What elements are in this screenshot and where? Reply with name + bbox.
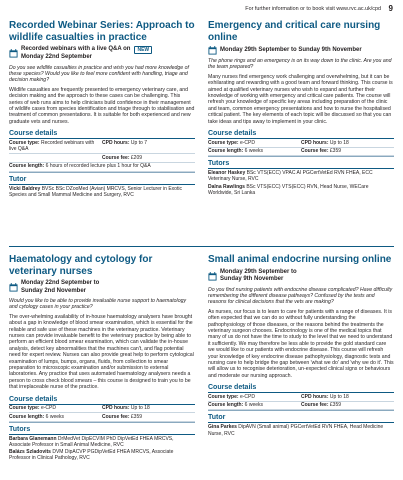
- new-badge: NEW: [134, 46, 152, 54]
- course-details-heading: Course details: [208, 384, 394, 393]
- tutor-entry: Vicki Baldrey BVSc BSc DZooMed (Avian) MRCVS, Senior Lecturer in Exotic Species and Small Mammal Medicine and Surgery, RVC: [9, 185, 182, 198]
- section-body: Wildlife casualties are frequently presented to emergency veterinary care, and decision making and the approach to these cases can be challenging. This series of web runs aims to help clinicians build confidence in their management of wildlife cases from species identification and triage through to stabilisation and treatment of common presentations. It is suitable for both experienced and new graduate vets and nurses.: [9, 86, 195, 125]
- date-row: [9, 280, 195, 295]
- tutor-entry: Dalna Rawlings BSc VTS(ECC) VTS(ECC) RVN, Head Nurse, WECare Worldwide, Sri Lanka: [208, 183, 369, 196]
- course-details-heading: Course details: [9, 396, 195, 405]
- detail-course-length: Course length: 6 weeks: [208, 402, 301, 411]
- booking-info: For further information or to book visit www.rvc.ac.uk/cpd: [245, 6, 381, 12]
- detail-cpd-hours: CPD hours: Up to 18: [301, 393, 394, 402]
- section-title: Small animal endocrine nursing online: [208, 254, 392, 265]
- course-details: [9, 405, 195, 423]
- section-body: Many nurses find emergency work challenging and overwhelming, but it can be exhilarating and rewarding with a good team and forward thinking. This course is aimed at qualified veterinary nurses who wish to expand and further their knowledge of working with emergency and critical care patients. The course will refresh your knowledge of specific key areas including preparation of the clinic and team, common emergency presentations and how to nurse the hospitalised critical patient. The key elements of each topic will be discussed so that you can take ideas and tips away to implement in your clinic.: [208, 73, 393, 125]
- course-details: [208, 393, 394, 411]
- tutor-entry: Barbara Glanemann DrMedVet DipECVIM PhD DipVetEd FHEA MRCVS, Associate Professor in Small Animal Medicine, RVC: [9, 435, 174, 449]
- detail-cpd-hours: CPD hours: Up to 18: [301, 139, 394, 148]
- detail-spacer: [9, 154, 102, 163]
- detail-course-length: Course length: 6 weeks: [9, 413, 102, 422]
- section-title: Recorded Webinar Series: Approach to wildlife casualties in practice: [9, 20, 195, 43]
- course-details-heading: Course details: [9, 130, 195, 139]
- section-intro: Would you like to be able to provide invaluable nurse support to haematology and cytology cases in your practice?: [9, 298, 187, 311]
- date-line-2: Sunday 9th November: [220, 276, 284, 282]
- detail-cpd-hours: CPD hours: Up to 18: [102, 405, 195, 414]
- calendar-icon: [208, 272, 217, 281]
- section-body: The over-whelming availability of in-house haematology analysers have brought about a gap in knowledge of blood smear examination, which is essential for the reliable and safe use of these machines in the veterinary practice. Veterinary nurses can provide invaluable benefit to the veterinary practice by being able to perform an efficient blood smear examination, which can validate the in-house analysis, detect key abnormalities that the machines can't, and flag potential need for expert review. Nurses can also provide great help to perform cytological examination of lumps, bumps, organs, fluids, from collection to smear preparation to microscopic examination and/or submission to external laboratories. Any practice that uses automated haematology analysers needs a person to cross check blood smears – this course is designed to train you to be that irreplaceable nurse of the practice.: [9, 313, 194, 391]
- section-intro: The phone rings and an emergency is on its way down to the clinic. Are you and the team prepared?: [208, 58, 392, 71]
- section-haematology: [9, 254, 195, 462]
- section-wildlife: [9, 20, 195, 198]
- section-divider: [9, 246, 394, 247]
- detail-course-fee: Course fee: £359: [301, 148, 394, 157]
- course-details-heading: Course details: [208, 130, 394, 139]
- date-line-2: Monday 22nd September: [21, 54, 93, 60]
- date-line-1: Recorded webinars with a live Q&A on: [21, 46, 131, 53]
- detail-course-type: Course type: e-CPD: [9, 405, 102, 414]
- tutor-heading: Tutor: [208, 414, 394, 423]
- section-endocrine: [208, 254, 394, 437]
- detail-course-type: Course type: Recorded webinars with live Q&A: [9, 139, 102, 154]
- detail-course-fee: Course fee: £359: [301, 402, 394, 411]
- tutor-entry: Eleanor Haskey BSc VTS(ECC) VPAC AI PGCertVetEd RVN FHEA, ECC Veterinary Nurse, RVC: [208, 170, 373, 183]
- detail-course-length: Course length: 6 hours of recorded lecture plus 1 hour for Q&A: [9, 163, 195, 172]
- tutor-heading: Tutor: [9, 176, 195, 185]
- date-line-1: Monday 29th September to: [220, 268, 297, 275]
- detail-course-type: Course type: e-CPD: [208, 393, 301, 402]
- date-row: [208, 269, 394, 284]
- tutor-heading: Tutors: [208, 160, 394, 169]
- date-row: [9, 46, 195, 62]
- page-header: [0, 5, 403, 15]
- detail-course-fee: Course fee: £209: [102, 154, 195, 163]
- section-title: Emergency and critical care nursing online: [208, 20, 381, 43]
- detail-course-fee: Course fee: £359: [102, 413, 195, 422]
- calendar-icon: [208, 46, 217, 55]
- tutor-heading: Tutors: [9, 426, 195, 435]
- tutor-entry: Gina Parkes DipAVN (Small animal) PGCertVetEd RVN FHEA, Head Medicine Nurse, RVC: [208, 424, 384, 437]
- course-details: [9, 139, 195, 172]
- detail-course-length: Course length: 6 weeks: [208, 148, 301, 157]
- detail-cpd-hours: CPD hours: Up to 7: [102, 139, 195, 154]
- date-line-1: Monday 22nd September to: [21, 280, 100, 286]
- detail-course-type: Course type: e-CPD: [208, 139, 301, 148]
- section-title: Haematology and cytology for veterinary nurses: [9, 254, 153, 277]
- page-number: 9: [388, 4, 393, 13]
- date-row: [208, 46, 394, 55]
- course-details: [208, 139, 394, 157]
- section-intro: Do you see wildlife casualties in practice and wish you had more knowledge of these species? Would you like to feel more confident with handling, triage and decision making?: [9, 64, 189, 84]
- section-intro: Do you find nursing patients with endocrine disease complicated? Have difficulty remembering the different disease pathways? Confused by the tests and reasons for clinical decisions that the vets are making?: [208, 286, 393, 306]
- date-line-2: Sunday 2nd November: [21, 287, 87, 294]
- calendar-icon: [9, 49, 18, 58]
- section-body: As nurses, our focus is to learn to care for patients with a range of diseases. It is often expected that we can do so without fully understanding the pathophysiology of those diseases, or the reasons behind the treatments the veterinary surgeon chooses. Endocrinology is one of the medical topics that many of us do not have the time to study to the level that we need to understand it sufficiently. We may therefore be less able to provide the gold standard care we would like to our patients with endocrine disease. This course will refresh your knowledge of key endocrine disease pathophysiology, diagnostic tests and nursing care to help bridge the gap between 'what we do' and 'why we do it'. This will allow us to recognise deterioration, un-expected clinical signs or behaviours and moderate our nursing approach.: [208, 308, 394, 379]
- tutor-entry: Balázs Szladovits DVM DipACVP PGDipVetEd FHEA MRCVS, Associate Professor in Clinical Pathology, RVC: [9, 449, 174, 462]
- section-emergency: [208, 20, 394, 196]
- date-line-1: Monday 29th September to Sunday 9th November: [220, 46, 362, 53]
- calendar-icon: [9, 283, 18, 292]
